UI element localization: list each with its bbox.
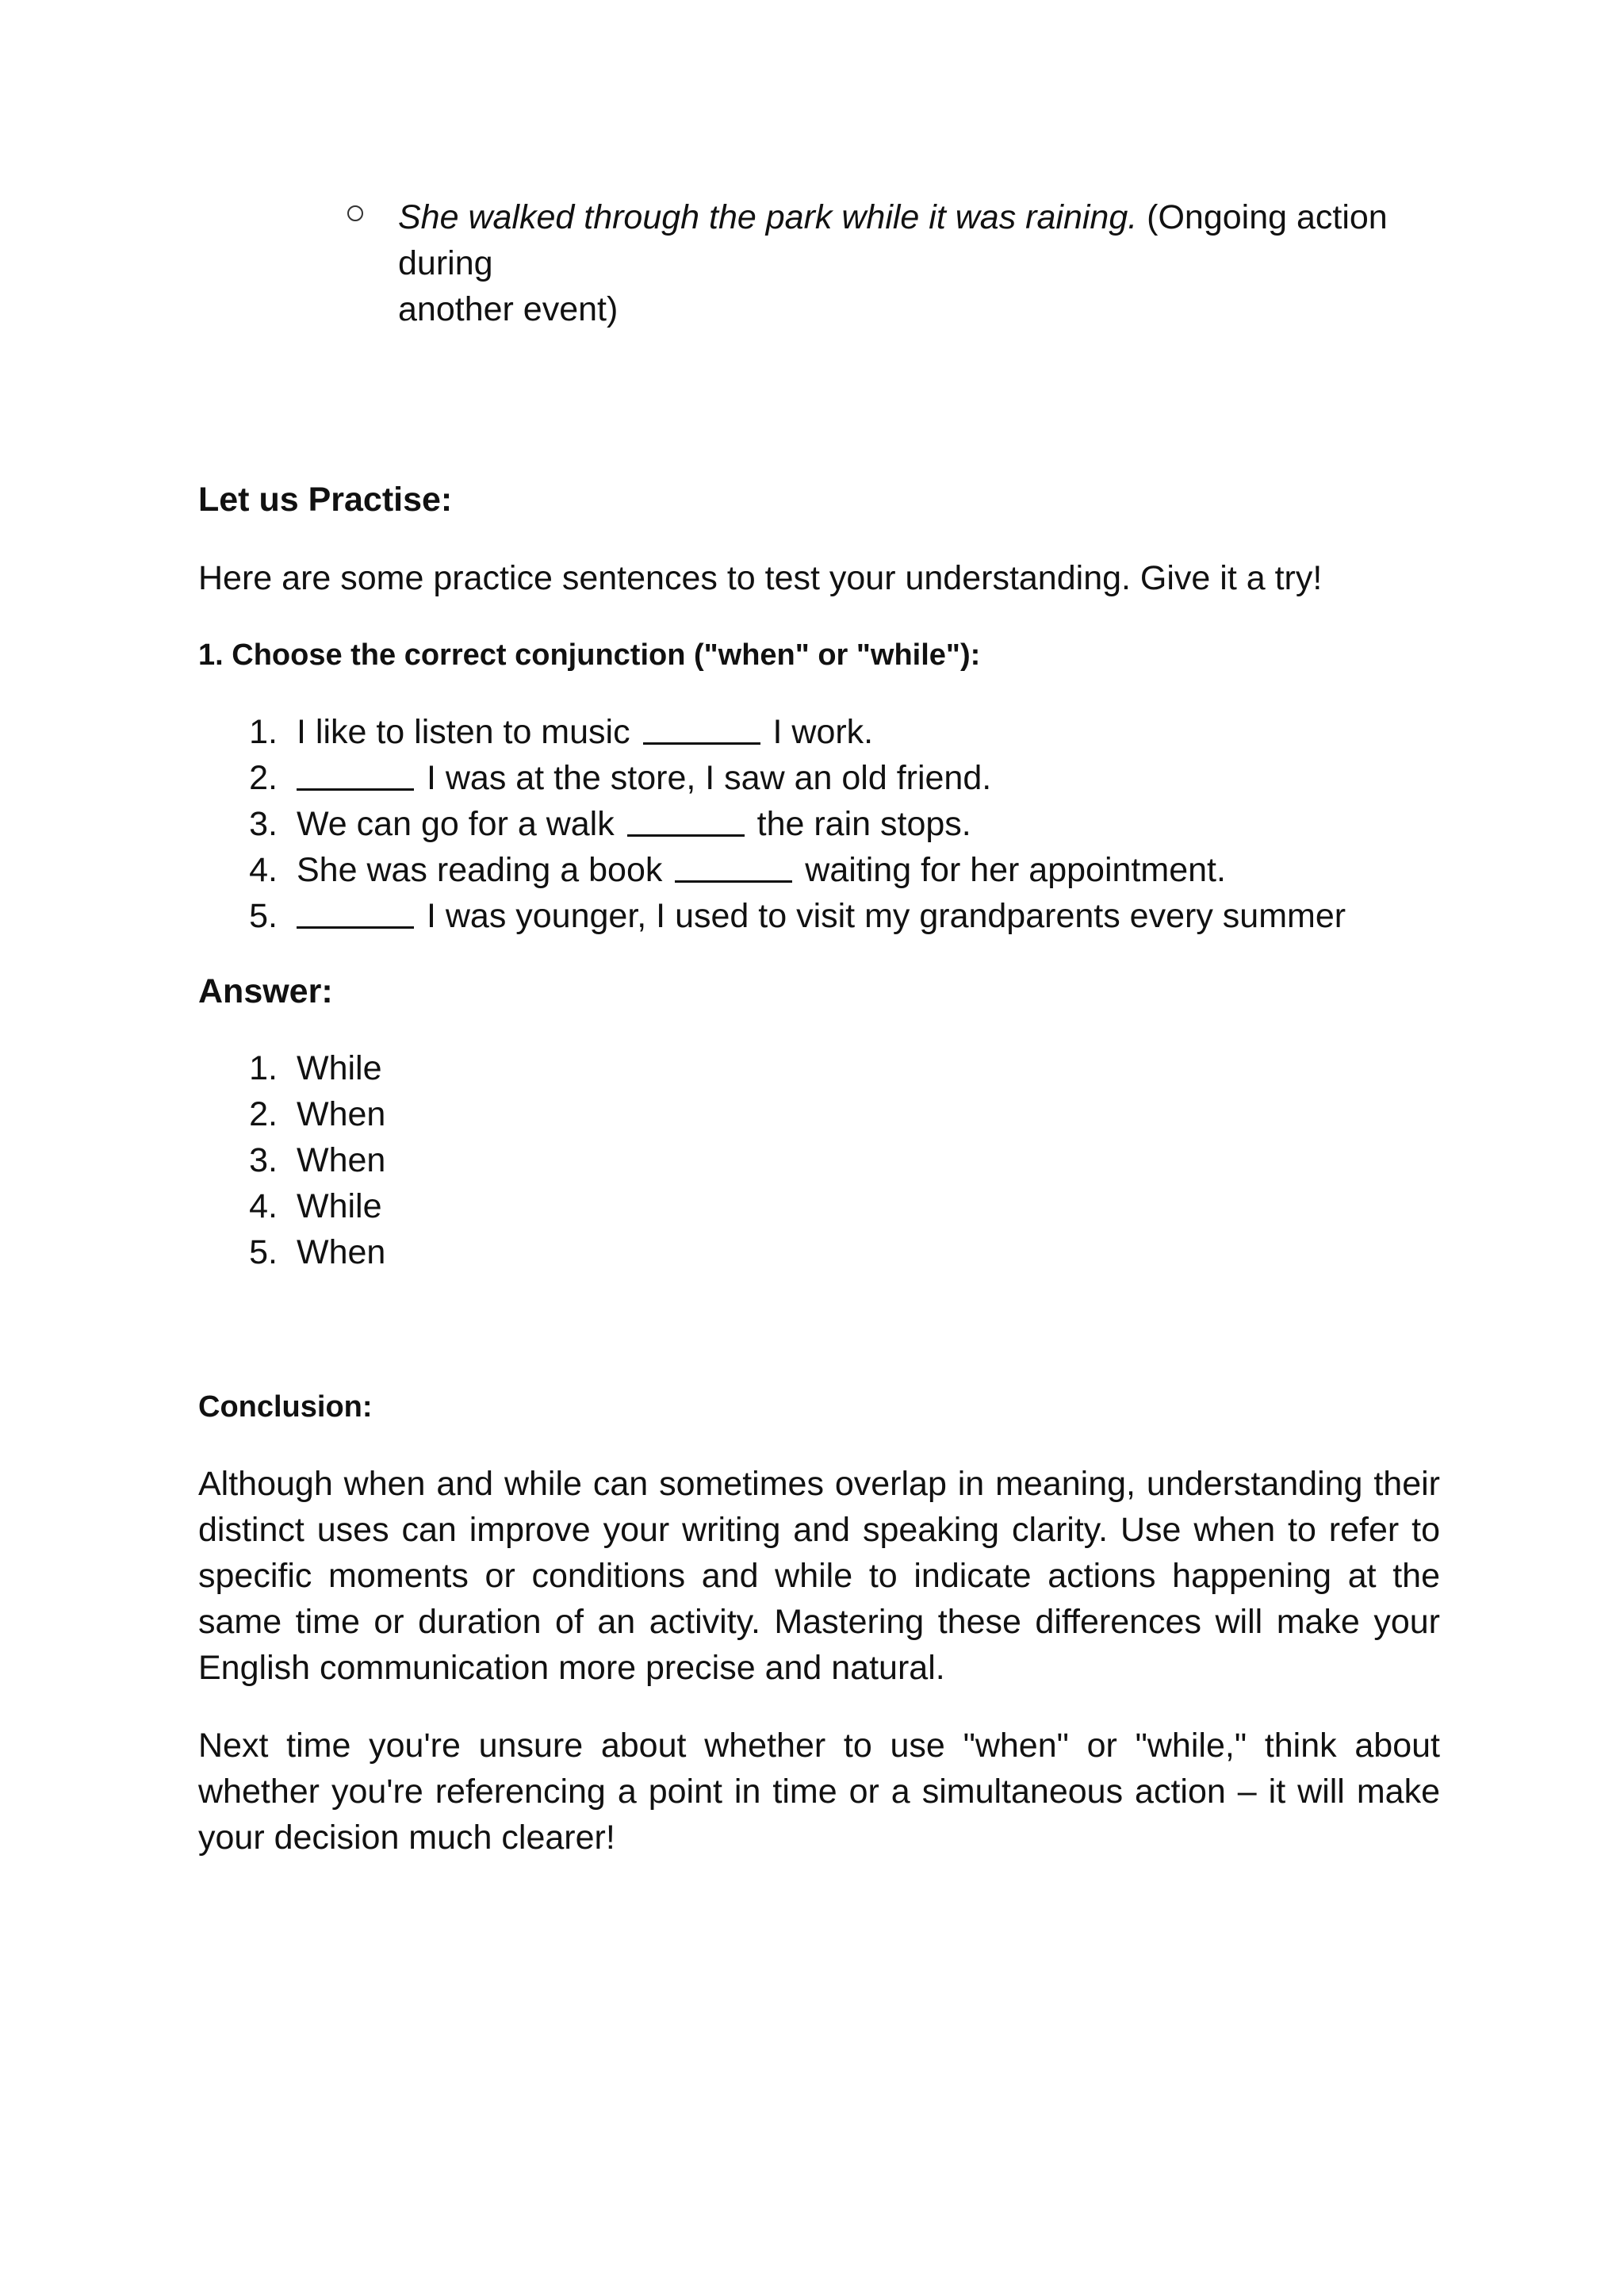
question-item (238, 709, 1346, 755)
question-text-before: She was reading a book (297, 851, 663, 889)
answer-blank (627, 803, 745, 837)
question-text-after: the rain stops. (756, 805, 971, 843)
answer-number: 1. (249, 1049, 278, 1087)
question-text-after: I was younger, I used to visit my grandparents every summer (426, 897, 1346, 935)
question-number: 4. (249, 851, 278, 889)
answer-blank (297, 895, 414, 929)
answer-blank (297, 757, 414, 791)
practice-heading: Let us Practise: (198, 481, 453, 519)
answer-list (238, 1045, 385, 1275)
answer-text: When (297, 1141, 386, 1179)
answer-heading: Answer: (198, 972, 333, 1010)
answer-item (238, 1137, 385, 1183)
question-item (238, 847, 1346, 893)
example-bullet-item (341, 194, 1451, 332)
answer-blank (643, 711, 760, 745)
question-item (238, 893, 1346, 939)
conclusion-paragraph-1: Although when and while can sometimes overlap in meaning, understanding their distinct uses can improve your writing and speaking clarity. Use when to refer to specific moments or conditions and while to indicate actions happening at the same time or duration of an activity. Mastering these differences will make your English communication more precise and natural. (198, 1465, 1440, 1687)
answer-text: When (297, 1095, 386, 1133)
answer-number: 4. (249, 1187, 278, 1225)
question-number: 5. (249, 897, 278, 935)
answer-blank (675, 849, 792, 883)
question-text-after: waiting for her appointment. (805, 851, 1226, 889)
question-number: 3. (249, 805, 278, 843)
question-item (238, 755, 1346, 801)
answer-text: When (297, 1233, 386, 1271)
conclusion-paragraph-2: Next time you're unsure about whether to use "when" or "while," think about whether you're referencing a point in time or a simultaneous action – it will make your decision much clearer! (198, 1727, 1440, 1857)
question-number: 2. (249, 759, 278, 797)
example-bullet-list (341, 194, 1451, 332)
answer-text: While (297, 1049, 382, 1087)
practice-question-list (238, 709, 1346, 939)
conclusion-heading: Conclusion: (198, 1390, 373, 1424)
question-text-after: I was at the store, I saw an old friend. (426, 759, 992, 797)
practice-instruction: 1. Choose the correct conjunction ("when" or "while"): (198, 638, 981, 672)
answer-number: 3. (249, 1141, 278, 1179)
question-text-before: We can go for a walk (297, 805, 615, 843)
hollow-circle-bullet-icon (347, 205, 363, 221)
answer-item (238, 1229, 385, 1275)
example-note-line2: another event) (398, 290, 619, 328)
answer-number: 2. (249, 1095, 278, 1133)
practice-intro: Here are some practice sentences to test your understanding. Give it a try! (198, 559, 1323, 597)
question-item (238, 801, 1346, 847)
answer-text: While (297, 1187, 382, 1225)
answer-item (238, 1183, 385, 1229)
answer-item (238, 1091, 385, 1137)
example-sentence: She walked through the park while it was raining. (398, 198, 1138, 236)
answer-item (238, 1045, 385, 1091)
question-number: 1. (249, 713, 278, 751)
answer-number: 5. (249, 1233, 278, 1271)
question-text-after: I work. (772, 713, 874, 751)
example-note-line1: (Ongoing action during (398, 198, 1388, 282)
question-text-before: I like to listen to music (297, 713, 630, 751)
